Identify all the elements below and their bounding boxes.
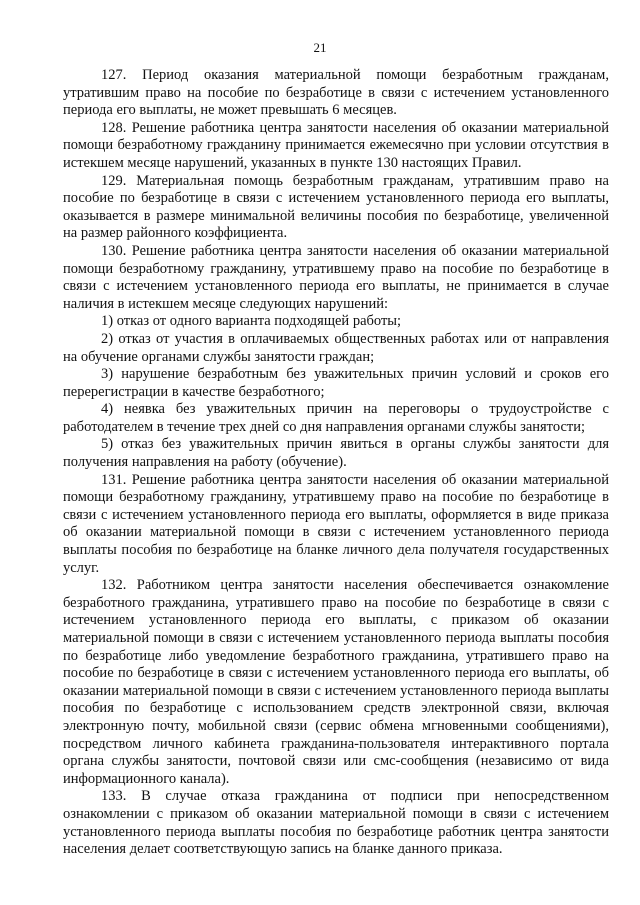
paragraph-128: 128. Решение работника центра занятости населения об оказании материальной помощи безработному гражданину принимается ежемесячно при условии отсутствия в истекшем месяце нарушений, указанных в пункте 130 настоящих Правил. xyxy=(63,119,609,171)
list-item-1: 1) отказ от одного варианта подходящей работы; xyxy=(101,313,402,330)
list-item-3: 3) нарушение безработным без уважительных причин условий и сроков его перерегистрации в качестве безработного; xyxy=(63,366,609,400)
list-item-4: 4) неявка без уважительных причин на переговоры о трудоустройстве с работодателем в течение трех дней со дня направления органами службы занятости; xyxy=(63,401,609,435)
paragraph-127: 127. Период оказания материальной помощи безработным гражданам, утратившим право на пособие по безработице в связи с истечением установленного периода его выплаты, не может превышать 6 месяцев. xyxy=(63,67,609,119)
page-number: 21 xyxy=(313,40,327,55)
paragraph-129: 129. Материальная помощь безработным гражданам, утратившим право на пособие по безработице в связи с истечением установленного периода его выплаты, оказывается в размере минимальной величины пособия по безработице, увеличенной на размер районного коэффициента. xyxy=(63,172,609,242)
list-item-5: 5) отказ без уважительных причин явиться в органы службы занятости для получения направления на работу (обучение). xyxy=(63,436,609,471)
paragraph-131: 131. Решение работника центра занятости населения об оказании материальной помощи безработному гражданину, утратившему право на пособие по безработице в связи с истечением установленного периода его выплаты, оформляется в виде приказа об оказании материальной помощи в связи с истечением установленного периода выплаты пособия по безработице на бланке личного дела получателя государственных услуг. xyxy=(63,471,609,576)
paragraph-133: 133. В случае отказа гражданина от подписи при непосредственном ознакомлении с приказом об оказании материальной помощи в связи с истечением установленного периода выплаты пособия по безработице работник центра занятости населения делает соответствующую запись на бланке данного приказа. xyxy=(63,788,609,858)
paragraph-130: 130. Решение работника центра занятости населения об оказании материальной помощи безработному гражданину, утратившему право на пособие по безработице в связи с истечением установленного периода его выплаты, не принимается в случае наличия в истекшем месяце следующих нарушений: xyxy=(63,242,609,312)
paragraph-132: 132. Работником центра занятости населения обеспечивается ознакомление безработного гражданина, утратившего право на пособие по безработице в связи с истечением установленного периода его выплаты, с приказом об оказании материальной помощи в связи с истечением установленного периода выплаты пособия по безработице либо уведомление безработного гражданина, утратившего право на пособие по безработице в связи с истечением установленного периода его выплаты, об оказании материальной помощи в связи с истечением установленного периода выплаты пособия по безработице с использованием средств электронной связи, включая электронную почту, мобильной связи (сервис обмена мгновенными сообщениями), посредством личного кабинета гражданина-пользователя интерактивного портала органа службы занятости, почтовой связи или смс-сообщения (независимо от вида информационного канала). xyxy=(63,577,609,787)
document-body xyxy=(63,67,609,859)
list-item-2: 2) отказ от участия в оплачиваемых общественных работах или от направления на обучение органами службы занятости граждан; xyxy=(63,330,609,365)
